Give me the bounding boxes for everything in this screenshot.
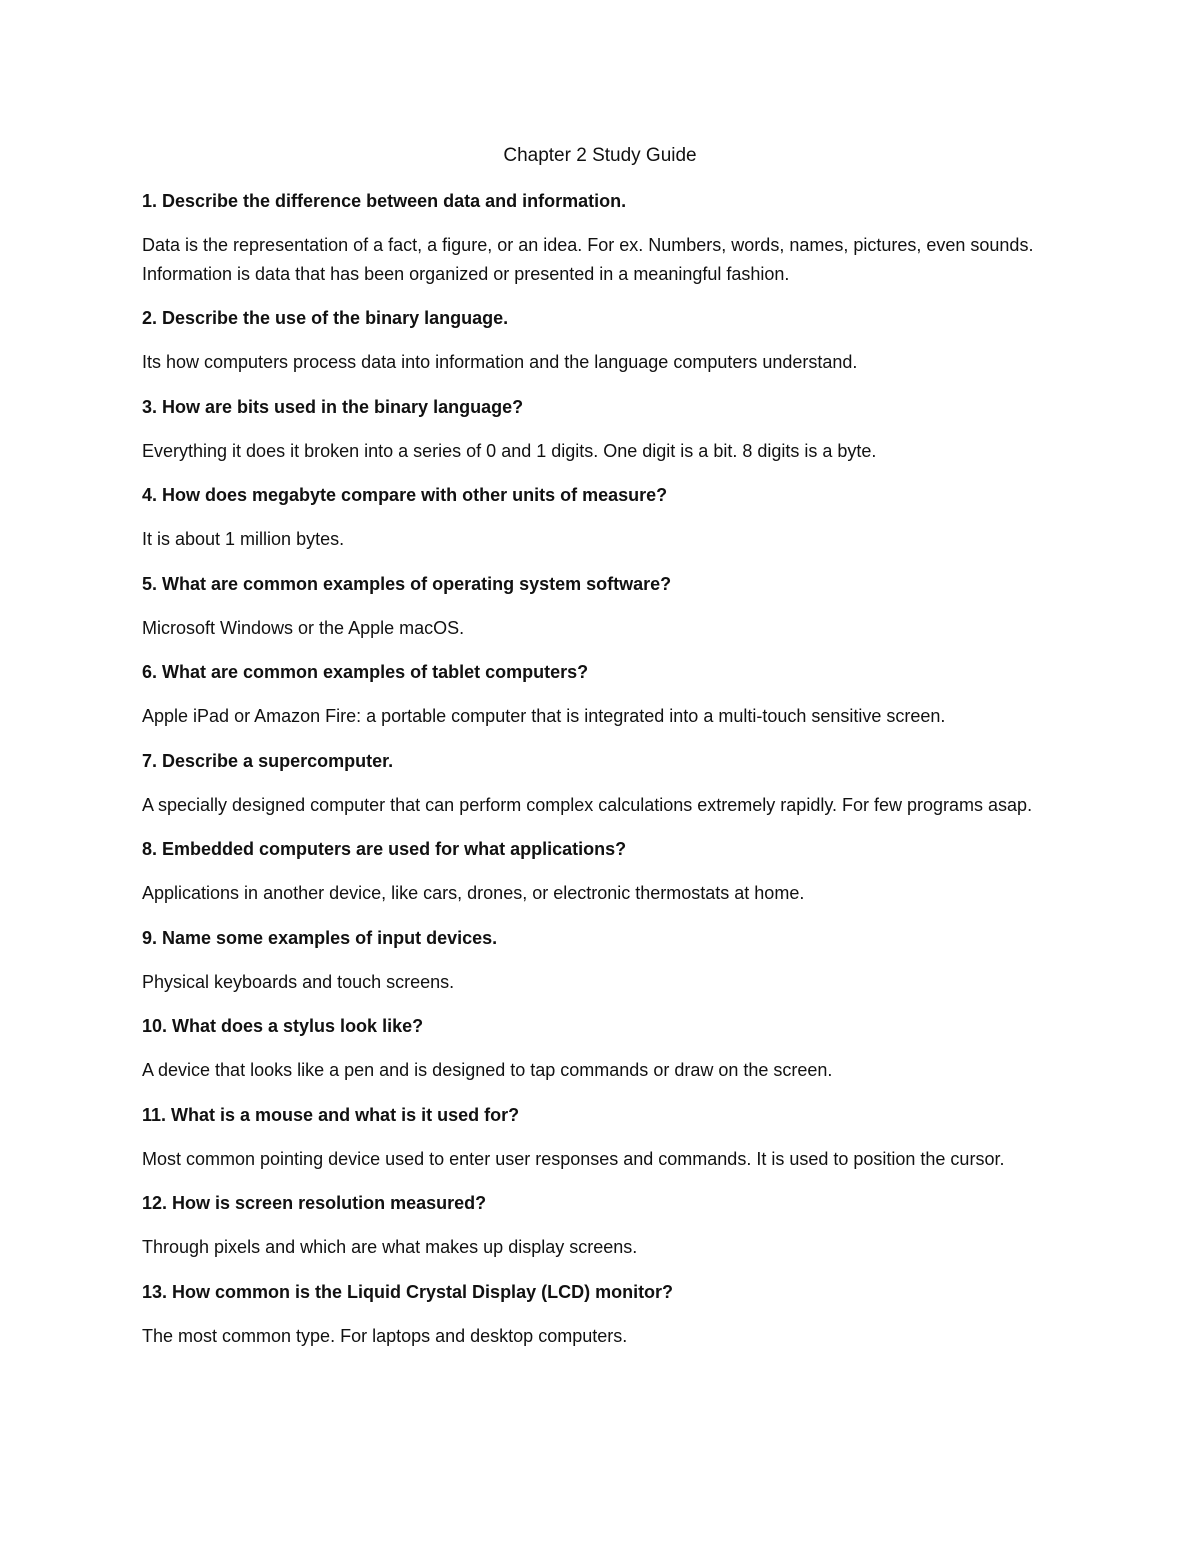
question-6: 6. What are common examples of tablet computers? <box>142 662 589 682</box>
qa-item-13 <box>142 1278 1062 1351</box>
qa-item-2 <box>142 304 1062 377</box>
answer-5: Microsoft Windows or the Apple macOS. <box>142 617 465 638</box>
answer-13: The most common type. For laptops and desktop computers. <box>142 1325 628 1346</box>
answer-8: Applications in another device, like cars, drones, or electronic thermostats at home. <box>142 883 805 903</box>
answer-2: Its how computers process data into information and the language computers understand. <box>142 352 858 372</box>
question-2: 2. Describe the use of the binary language. <box>142 308 509 328</box>
qa-item-6 <box>142 658 1062 731</box>
qa-item-1 <box>142 187 1062 288</box>
question-1: 1. Describe the difference between data and information. <box>142 191 627 211</box>
qa-item-9 <box>142 924 1062 997</box>
question-10: 10. What does a stylus look like? <box>142 1016 424 1036</box>
qa-item-12 <box>142 1189 1062 1262</box>
qa-item-8 <box>142 835 1062 908</box>
answer-9: Physical keyboards and touch screens. <box>142 971 455 992</box>
question-5: 5. What are common examples of operating system software? <box>142 573 672 594</box>
qa-item-10 <box>142 1012 1062 1085</box>
answer-12: Through pixels and which are what makes up display screens. <box>142 1237 638 1257</box>
answer-10: A device that looks like a pen and is designed to tap commands or draw on the screen. <box>142 1060 833 1080</box>
qa-item-7 <box>142 747 1062 820</box>
qa-item-11 <box>142 1101 1062 1174</box>
question-12: 12. How is screen resolution measured? <box>142 1193 487 1213</box>
answer-6: Apple iPad or Amazon Fire: a portable computer that is integrated into a multi-touch sensitive screen. <box>142 706 946 726</box>
question-8: 8. Embedded computers are used for what applications? <box>142 839 627 859</box>
question-7: 7. Describe a supercomputer. <box>142 750 394 771</box>
qa-item-3 <box>142 393 1062 466</box>
question-3: 3. How are bits used in the binary language? <box>142 396 524 417</box>
qa-item-4 <box>142 481 1062 554</box>
answer-3: Everything it does it broken into a series of 0 and 1 digits. One digit is a bit. 8 digits is a byte. <box>142 440 877 461</box>
answer-11: Most common pointing device used to enter user responses and commands. It is used to position the cursor. <box>142 1148 1005 1169</box>
answer-7: A specially designed computer that can perform complex calculations extremely rapidly. For few programs asap. <box>142 794 1033 815</box>
question-4: 4. How does megabyte compare with other units of measure? <box>142 485 668 505</box>
question-13: 13. How common is the Liquid Crystal Display (LCD) monitor? <box>142 1281 674 1302</box>
qa-item-5 <box>142 570 1062 643</box>
question-answer-list <box>142 187 1062 1366</box>
question-11: 11. What is a mouse and what is it used for? <box>142 1104 520 1125</box>
answer-1: Data is the representation of a fact, a figure, or an idea. For ex. Numbers, words, names, pictures, even sounds. Information is data that has been organized or presented in a meaningful fashion. <box>142 235 1034 284</box>
answer-4: It is about 1 million bytes. <box>142 529 345 549</box>
document-title: Chapter 2 Study Guide <box>503 145 697 166</box>
question-9: 9. Name some examples of input devices. <box>142 927 498 948</box>
